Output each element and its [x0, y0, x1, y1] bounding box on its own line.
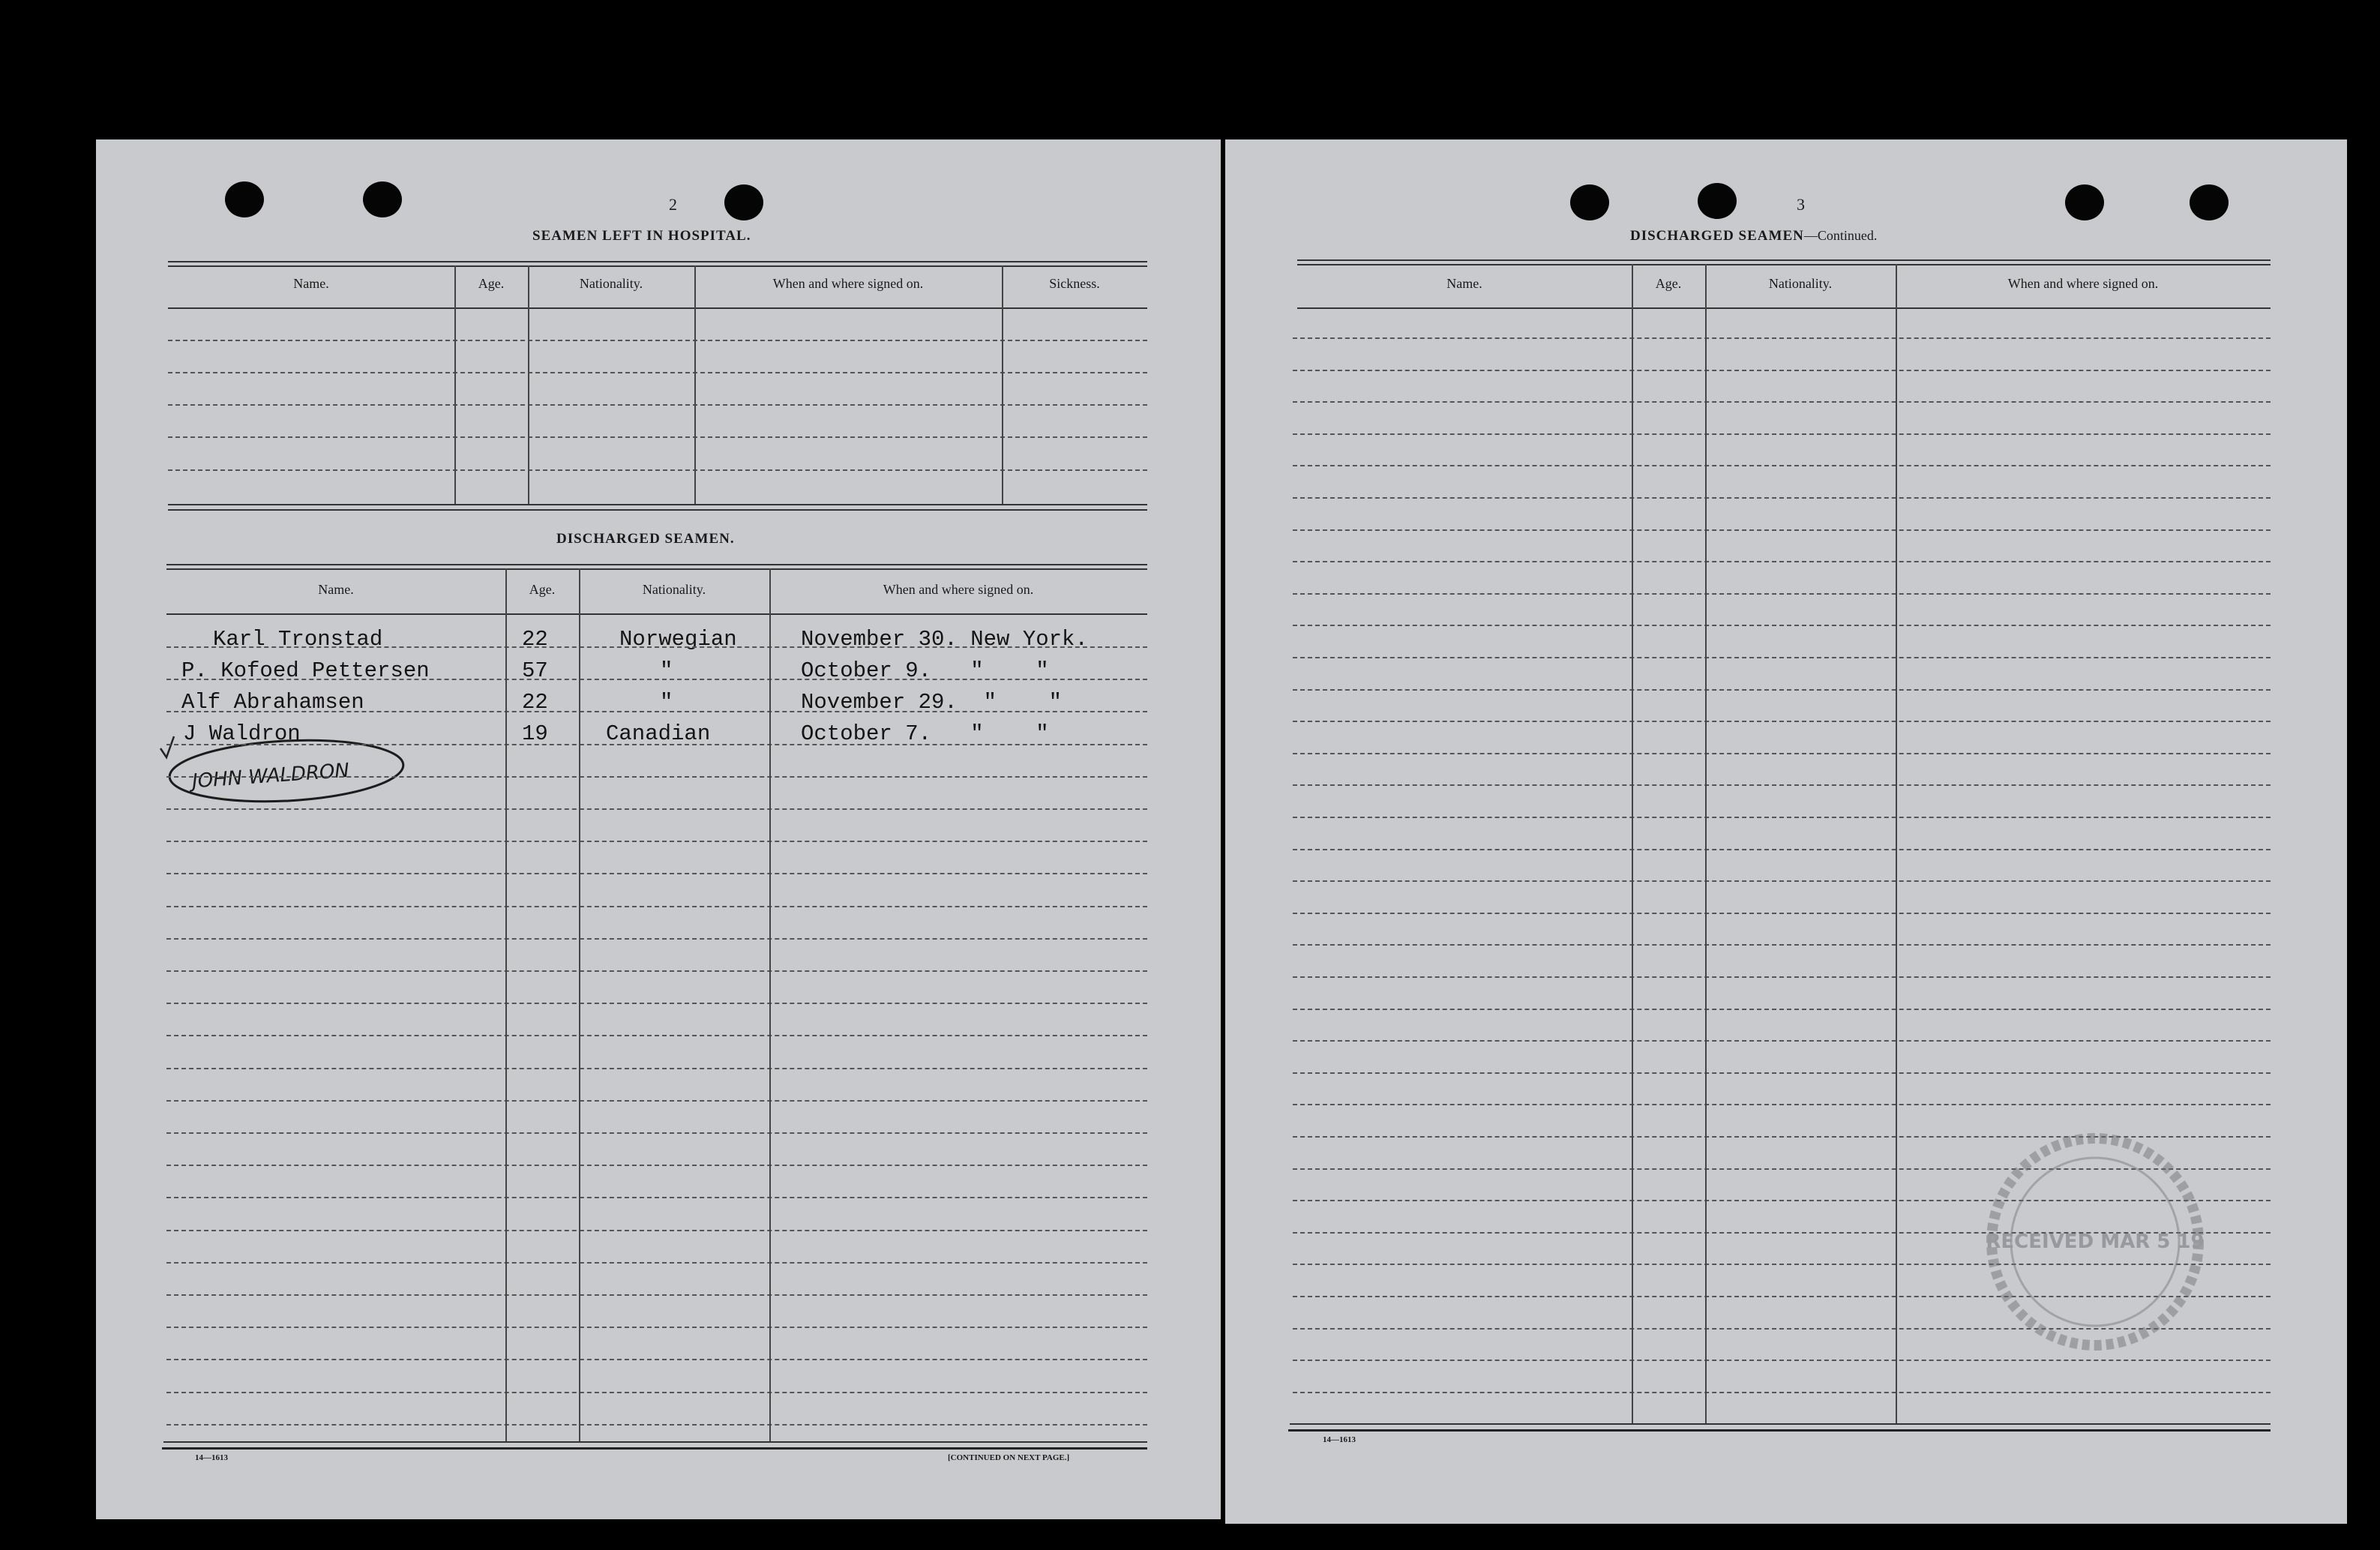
- seaman-name: Karl Tronstad: [213, 627, 383, 652]
- rule: [166, 568, 1147, 570]
- punch-hole: [724, 184, 763, 220]
- punch-hole: [2190, 184, 2229, 220]
- rule: [1297, 259, 2271, 261]
- rule: [168, 436, 1147, 438]
- rule: [168, 265, 1147, 267]
- seaman-signed-on: November 29. " ": [801, 690, 1063, 715]
- row-rule: [166, 646, 1147, 648]
- page-number: 2: [669, 195, 677, 214]
- handwritten-text: JOHN WALDRON: [191, 759, 350, 793]
- discharged-continued-title: DISCHARGED SEAMEN—Continued.: [1630, 228, 1878, 244]
- row-rule: [1293, 721, 2271, 722]
- rule: [163, 1441, 1147, 1443]
- check-mark-icon: [160, 736, 174, 757]
- row-rule: [166, 679, 1147, 680]
- row-rule: [166, 744, 1147, 745]
- row-rule: [166, 970, 1147, 972]
- row-rule: [1293, 817, 2271, 818]
- row-rule: [1293, 465, 2271, 466]
- seaman-nationality: ": [660, 658, 673, 683]
- column-rule: [694, 265, 696, 504]
- row-rule: [166, 711, 1147, 712]
- row-rule: [166, 1132, 1147, 1134]
- column-header: Nationality.: [1768, 276, 1833, 291]
- row-rule: [1293, 370, 2271, 371]
- form-number: 14—1613: [1323, 1435, 1356, 1444]
- rule: [168, 469, 1147, 471]
- row-rule: [166, 906, 1147, 907]
- column-rule: [528, 265, 529, 504]
- row-rule: [1293, 337, 2271, 339]
- row-rule: [166, 841, 1147, 842]
- rule: [1290, 1423, 2271, 1425]
- seaman-name: J Waldron: [183, 721, 301, 746]
- column-rule: [505, 568, 507, 1441]
- row-rule: [166, 1035, 1147, 1036]
- row-rule: [166, 1197, 1147, 1198]
- row-rule: [166, 1165, 1147, 1166]
- rule: [1297, 307, 2271, 309]
- received-stamp: [1983, 1129, 2208, 1354]
- row-rule: [1293, 401, 2271, 403]
- row-rule: [166, 1068, 1147, 1069]
- row-rule: [1293, 1040, 2271, 1042]
- row-rule: [1293, 689, 2271, 691]
- row-rule: [166, 1359, 1147, 1360]
- row-rule: [166, 1262, 1147, 1264]
- row-rule: [166, 1100, 1147, 1102]
- column-header: Name.: [1446, 276, 1482, 291]
- rule: [166, 564, 1147, 565]
- row-rule: [1293, 913, 2271, 914]
- row-rule: [166, 1392, 1147, 1393]
- row-rule: [1293, 944, 2271, 946]
- rule: [168, 340, 1147, 341]
- row-rule: [1293, 593, 2271, 595]
- form-number: 14—1613: [195, 1453, 228, 1462]
- column-header: Age.: [529, 582, 556, 597]
- row-rule: [1293, 753, 2271, 754]
- row-rule: [166, 776, 1147, 778]
- column-header: Name.: [293, 276, 329, 291]
- row-rule: [166, 873, 1147, 874]
- row-rule: [1293, 849, 2271, 850]
- seaman-nationality: Canadian: [606, 721, 711, 746]
- right-page: [1225, 139, 2347, 1524]
- row-rule: [1293, 976, 2271, 978]
- punch-hole: [2065, 184, 2104, 220]
- column-header: Age.: [1655, 276, 1682, 291]
- column-header: Name.: [318, 582, 354, 597]
- rule: [168, 504, 1147, 505]
- row-rule: [166, 1230, 1147, 1231]
- row-rule: [1293, 880, 2271, 882]
- seaman-nationality: Norwegian: [619, 627, 737, 652]
- rule: [166, 613, 1147, 615]
- seaman-signed-on: November 30. New York.: [801, 627, 1088, 652]
- rule: [168, 261, 1147, 262]
- row-rule: [1293, 784, 2271, 786]
- row-rule: [166, 808, 1147, 810]
- column-header: Nationality.: [642, 582, 706, 597]
- rule: [168, 404, 1147, 406]
- row-rule: [166, 1424, 1147, 1426]
- row-rule: [1293, 529, 2271, 531]
- row-rule: [1293, 497, 2271, 499]
- column-header: When and where signed on.: [772, 276, 924, 291]
- row-rule: [1293, 1360, 2271, 1361]
- punch-hole: [1698, 183, 1737, 219]
- column-header: Age.: [478, 276, 505, 291]
- handwritten-name-annotation: [154, 732, 406, 807]
- rule: [168, 509, 1147, 511]
- punch-hole: [1570, 184, 1609, 220]
- seaman-signed-on: October 7. " ": [801, 721, 1049, 746]
- rule: [168, 372, 1147, 373]
- punch-hole: [363, 181, 402, 217]
- seaman-age: 22: [522, 690, 548, 715]
- column-rule: [769, 568, 771, 1441]
- row-rule: [1293, 1072, 2271, 1074]
- hospital-section-title: SEAMEN LEFT IN HOSPITAL.: [532, 228, 751, 244]
- row-rule: [166, 1003, 1147, 1004]
- seaman-name: P. Kofoed Pettersen: [181, 658, 430, 683]
- row-rule: [1293, 561, 2271, 562]
- row-rule: [1293, 657, 2271, 658]
- continued-note: [CONTINUED ON NEXT PAGE.]: [948, 1453, 1070, 1462]
- column-rule: [1002, 265, 1003, 504]
- stamp-text: RECEIVED MAR 5 19: [1986, 1231, 2205, 1253]
- discharged-section-title: DISCHARGED SEAMEN.: [556, 531, 735, 547]
- column-header: When and where signed on.: [883, 582, 1034, 597]
- seaman-age: 57: [522, 658, 548, 683]
- row-rule: [1293, 1009, 2271, 1010]
- row-rule: [166, 1327, 1147, 1328]
- punch-hole: [225, 181, 264, 217]
- page-number: 3: [1797, 195, 1805, 214]
- seaman-age: 19: [522, 721, 548, 746]
- rule: [1288, 1429, 2271, 1432]
- row-rule: [1293, 625, 2271, 626]
- seaman-age: 22: [522, 627, 548, 652]
- seaman-name: Alf Abrahamsen: [181, 690, 364, 715]
- column-rule: [1632, 264, 1633, 1423]
- column-rule: [454, 265, 456, 504]
- row-rule: [166, 1294, 1147, 1296]
- seaman-signed-on: October 9. " ": [801, 658, 1049, 683]
- left-page: [96, 139, 1221, 1519]
- column-header: When and where signed on.: [2007, 276, 2159, 291]
- row-rule: [1293, 1392, 2271, 1393]
- column-rule: [1896, 264, 1897, 1423]
- column-header: Sickness.: [1049, 276, 1100, 291]
- row-rule: [166, 938, 1147, 940]
- column-rule: [1705, 264, 1707, 1423]
- seaman-nationality: ": [660, 690, 673, 715]
- column-header: Nationality.: [579, 276, 643, 291]
- rule: [162, 1447, 1147, 1450]
- rule: [168, 307, 1147, 309]
- row-rule: [1293, 433, 2271, 435]
- column-rule: [579, 568, 580, 1441]
- row-rule: [1293, 1104, 2271, 1105]
- rule: [1297, 264, 2271, 265]
